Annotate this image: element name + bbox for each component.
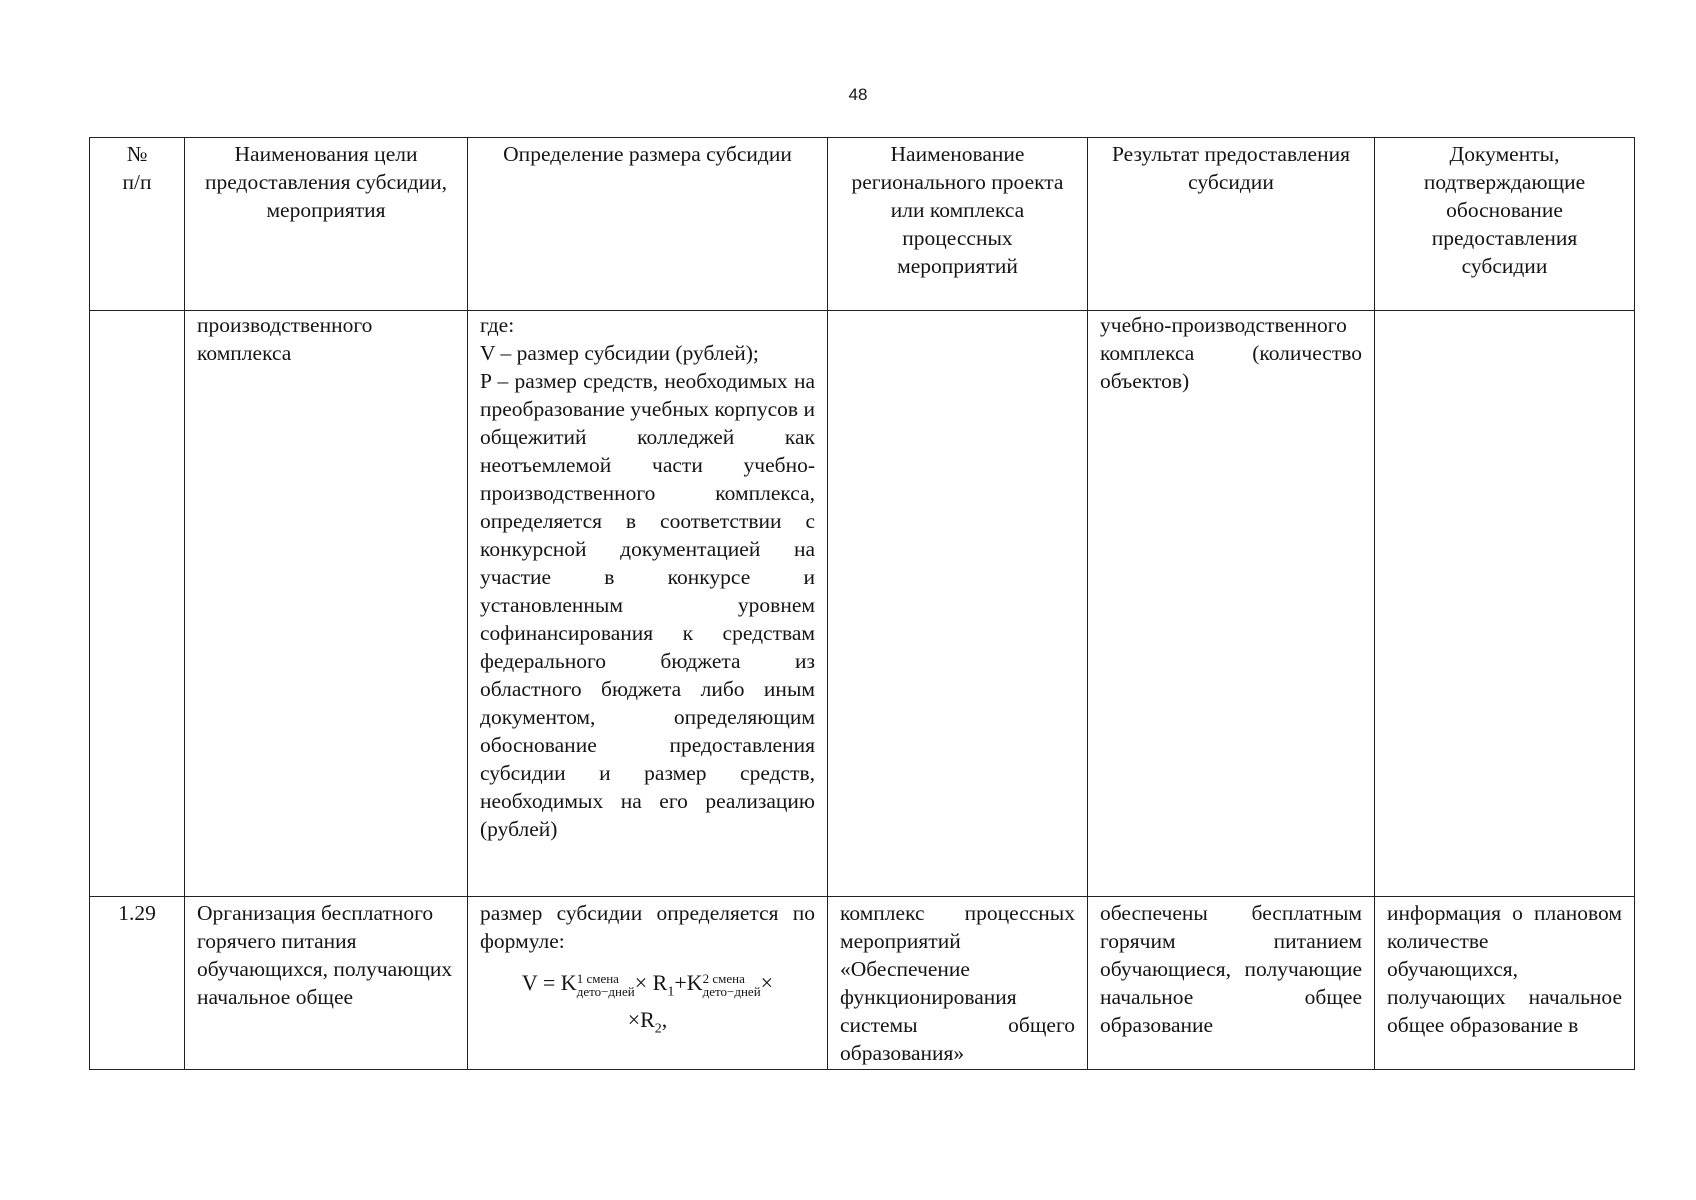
subsidy-table xyxy=(89,137,1635,1070)
header-goal-name: Наименования цели предоставления субсидии, мероприятия xyxy=(185,138,468,311)
header-result: Результат предоставления субсидии xyxy=(1088,138,1375,311)
cell-result: обеспечены бесплатным горячим питанием обучающиеся, получающие начальное общее образование xyxy=(1088,897,1375,1070)
r2-sub: 2 xyxy=(654,1021,662,1037)
formula-comma: , xyxy=(661,1007,668,1033)
cell-subsidy-definition: где: V – размер субсидии (рублей); P – размер средств, необходимых на преобразование учебных корпусов и общежитий колледжей как неотъемлемой части учебно-производственного комплекса, определяется в соответствии с конкурсной документацией на участие в конкурсе и установленным уровнем софинансирования к средствам федерального бюджета из областного бюджета либо иным документом, определяющим обоснование предоставления субсидии и размер средств, необходимых на его реализацию (рублей) xyxy=(468,311,828,897)
k1-sub: дето−дней xyxy=(576,983,635,999)
k1-sup: 1 смена xyxy=(576,970,619,986)
definition-text: размер субсидии определяется по формуле: xyxy=(480,901,815,953)
cell-number: 1.29 xyxy=(90,897,185,1070)
header-subsidy-size: Определение размера субсидии xyxy=(468,138,828,311)
header-number: № п/п xyxy=(90,138,185,311)
k2-sub: дето−дней xyxy=(702,983,761,999)
k2-sup: 2 смена xyxy=(702,970,745,986)
cell-subsidy-definition xyxy=(468,897,828,1070)
subsidy-formula xyxy=(480,969,815,1044)
formula-times: × xyxy=(760,970,774,995)
header-project-name: Наименование регионального проекта или комплекса процессных мероприятий xyxy=(828,138,1088,311)
formula-line-1 xyxy=(480,969,815,1006)
table-header-row xyxy=(90,138,1635,311)
cell-number xyxy=(90,311,185,897)
cell-project-name: комплекс процессных мероприятий «Обеспечение функционирования системы общего образования» xyxy=(828,897,1088,1070)
table-row xyxy=(90,311,1635,897)
header-documents: Документы, подтверждающие обоснование предоставления субсидии xyxy=(1375,138,1635,311)
cell-goal-name: Организация бесплатного горячего питания обучающихся, получающих начальное общее xyxy=(185,897,468,1070)
cell-project-name xyxy=(828,311,1088,897)
k2-indices xyxy=(703,972,761,998)
page-number: 48 xyxy=(848,85,868,104)
formula-r2: ×R xyxy=(627,1007,655,1033)
table-row xyxy=(90,897,1635,1070)
k1-indices xyxy=(577,972,635,998)
cell-documents xyxy=(1375,311,1635,897)
formula-lhs: V = K xyxy=(521,970,577,995)
formula-plus-k: +K xyxy=(674,970,703,995)
cell-documents: информация о плановом количестве обучающихся, получающих начальное общее образование в xyxy=(1375,897,1635,1070)
cell-result: учебно-производственного комплекса (количество объектов) xyxy=(1088,311,1375,897)
formula-line-2 xyxy=(480,1006,815,1043)
formula-times-r1: × R xyxy=(634,970,668,995)
r1-sub: 1 xyxy=(667,984,675,1000)
cell-goal-name: производственного комплекса xyxy=(185,311,468,897)
